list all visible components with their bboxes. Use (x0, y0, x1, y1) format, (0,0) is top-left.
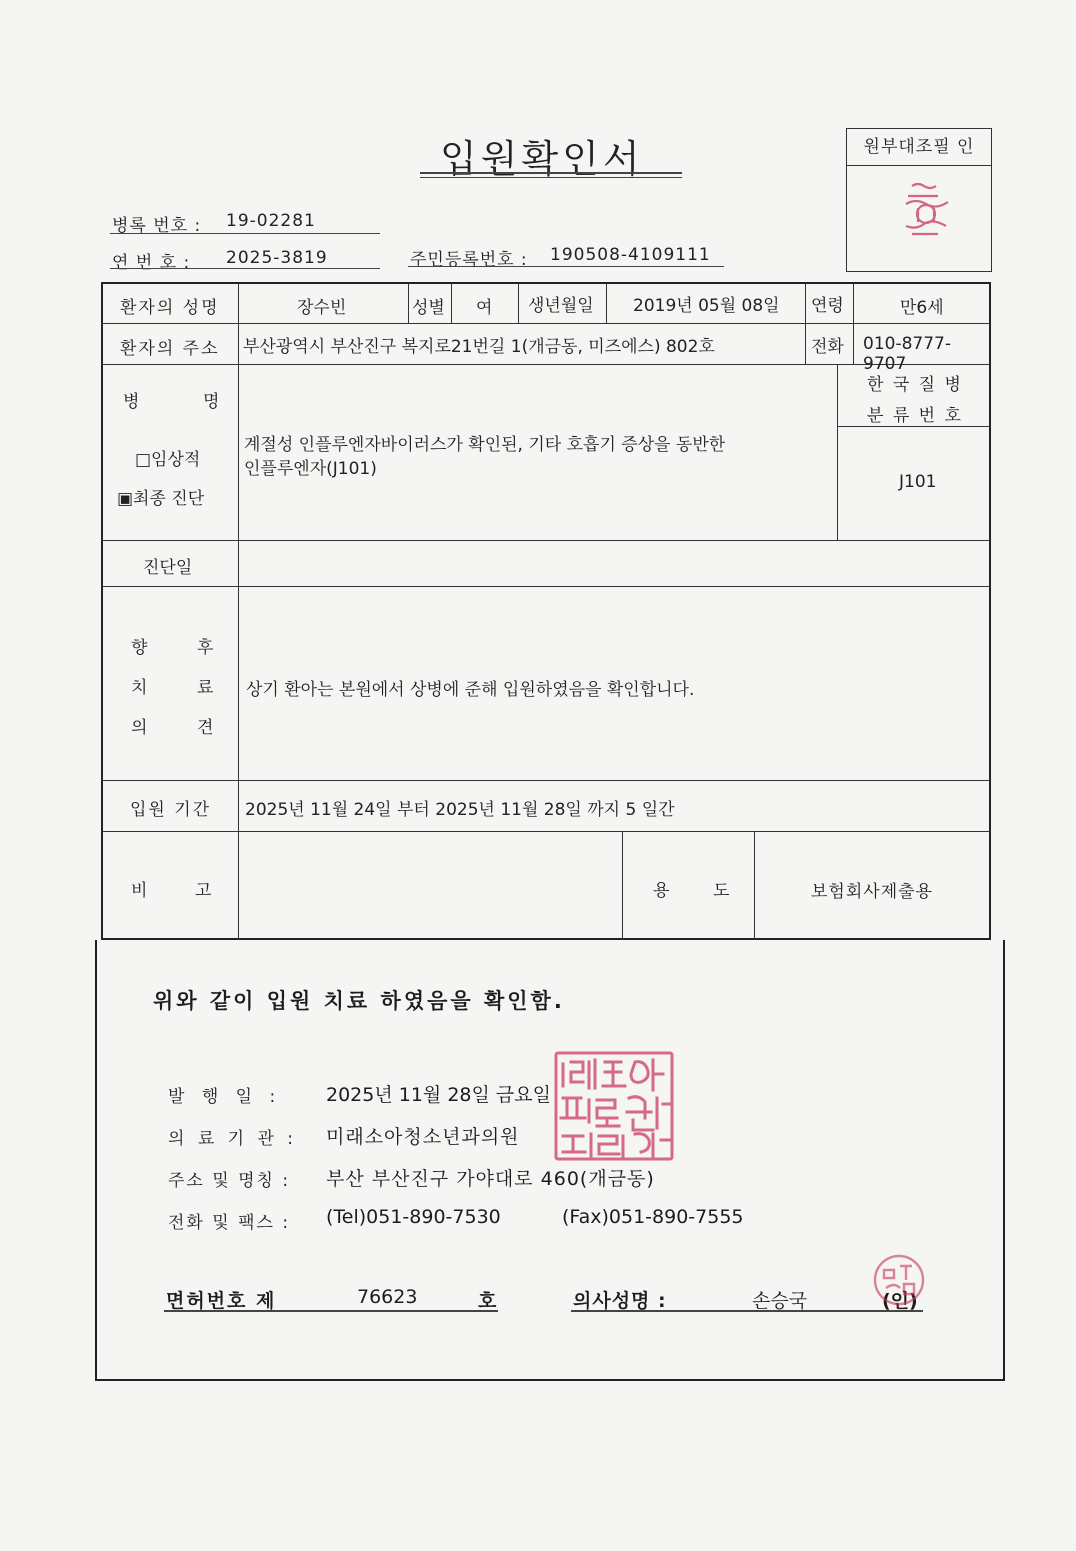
opinion-label-1b: 후 (197, 638, 214, 658)
patient-phone: 010-8777-9707 (863, 334, 951, 374)
resident-no-value: 190508-4109111 (550, 245, 711, 265)
col-divider (518, 284, 519, 323)
patient-name: 장수빈 (297, 298, 347, 318)
resident-no-underline (408, 266, 724, 267)
remarks-label-b: 고 (195, 881, 212, 901)
verification-seal-icon (898, 178, 954, 240)
kcd-divider (837, 426, 991, 427)
issue-date-value: 2025년 11월 28일 금요일 (326, 1084, 551, 1106)
opinion-label-3b: 견 (197, 718, 214, 738)
opinion-label-2a: 치 (131, 678, 148, 698)
col-divider (754, 831, 755, 940)
confirmation-statement: 위와 같이 입원 치료 하였음을 확인함. (153, 989, 565, 1013)
doctor-underline (571, 1310, 923, 1312)
clinical-checkbox: □임상적 (135, 450, 201, 470)
license-number: 76623 (357, 1286, 418, 1308)
title-underline-thin (420, 177, 682, 178)
kcd-label-1: 한 국 질 병 (867, 375, 963, 395)
address-label: 환자의 주소 (120, 339, 220, 359)
title-underline (420, 172, 682, 174)
record-no-underline (110, 233, 380, 234)
phone-label: 전화 (811, 337, 844, 357)
diagnosis-line-2: 인플루엔자(J101) (244, 459, 377, 479)
admission-table (101, 282, 991, 940)
doctor-seal-icon (868, 1250, 930, 1310)
col-divider (451, 284, 452, 323)
institution-label: 의 료 기 관 : (168, 1129, 298, 1149)
row-divider (103, 540, 991, 541)
col-divider (853, 284, 854, 364)
row-divider (103, 323, 991, 324)
dob-label: 생년월일 (528, 296, 594, 316)
kcd-column-divider (837, 364, 838, 540)
doctor-name: 손승국 (752, 1290, 808, 1312)
fax-value: (Fax)051-890-7555 (562, 1206, 744, 1228)
document-title: 입원확인서 (440, 137, 644, 181)
disease-label-2: 명 (203, 392, 220, 412)
patient-address: 부산광역시 부산진구 복지로21번길 1(개금동, 미즈에스) 802호 (243, 337, 715, 357)
kcd-label-2: 분 류 번 호 (867, 406, 963, 426)
period-label: 입원 기간 (130, 800, 212, 820)
institution-address: 부산 부산진구 가야대로 460(개금동) (326, 1168, 655, 1190)
serial-no-value: 2025-3819 (226, 248, 328, 268)
row-divider (103, 831, 991, 832)
record-no-value: 19-02281 (226, 211, 316, 231)
col-divider (805, 284, 806, 364)
label-column-divider (238, 284, 239, 940)
contact-label: 전화 및 팩스 : (168, 1213, 291, 1233)
dob-value: 2019년 05월 08일 (633, 296, 780, 316)
row-divider (103, 780, 991, 781)
name-label: 환자의 성명 (120, 298, 220, 318)
treatment-opinion: 상기 환아는 본원에서 상병에 준해 입원하였음을 확인합니다. (246, 680, 695, 700)
address-label: 주소 및 명칭 : (168, 1171, 291, 1191)
diagnosis-line-1: 계절성 인플루엔자바이러스가 확인된, 기타 호흡기 증상을 동반한 (244, 435, 726, 455)
col-divider (622, 831, 623, 940)
col-divider (408, 284, 409, 323)
institution-value: 미래소아청소년과의원 (326, 1126, 520, 1148)
resident-no-label: 주민등록번호 : (410, 250, 528, 270)
sex-label: 성별 (412, 298, 445, 318)
usage-value: 보험회사제출용 (811, 882, 933, 902)
disease-label-1: 병 (123, 392, 140, 412)
age-value: 만6세 (900, 298, 944, 318)
license-suffix: 호 (478, 1290, 497, 1312)
opinion-label-1a: 향 (131, 638, 148, 658)
serial-no-label: 연 번 호 : (112, 253, 191, 273)
usage-label-b: 도 (713, 881, 730, 901)
license-underline (164, 1310, 498, 1312)
row-divider (103, 364, 991, 365)
opinion-label-3a: 의 (131, 718, 148, 738)
serial-no-underline (110, 268, 380, 269)
issue-date-label: 발 행 일 : (168, 1087, 282, 1107)
opinion-label-2b: 료 (197, 678, 214, 698)
age-label: 연령 (811, 296, 844, 316)
admission-period: 2025년 11월 24일 부터 2025년 11월 28일 까지 5 일간 (245, 800, 675, 820)
sex-value: 여 (476, 298, 493, 318)
stamp-box-header: 원부대조필 인 (847, 129, 991, 166)
clinic-seal-icon (553, 1050, 675, 1162)
kcd-code: J101 (899, 472, 937, 492)
doctor-label: 의사성명 : (573, 1290, 667, 1312)
tel-value: (Tel)051-890-7530 (326, 1206, 501, 1228)
col-divider (606, 284, 607, 323)
seal-mark: (인) (882, 1290, 918, 1312)
remarks-label-a: 비 (131, 881, 148, 901)
usage-label-a: 용 (653, 881, 670, 901)
row-divider (103, 586, 991, 587)
final-diagnosis-checkbox: ▣최종 진단 (117, 489, 205, 509)
record-no-label: 병록 번호 : (112, 216, 202, 236)
diag-date-label: 진단일 (143, 558, 193, 578)
license-label: 면허번호 제 (166, 1290, 277, 1312)
